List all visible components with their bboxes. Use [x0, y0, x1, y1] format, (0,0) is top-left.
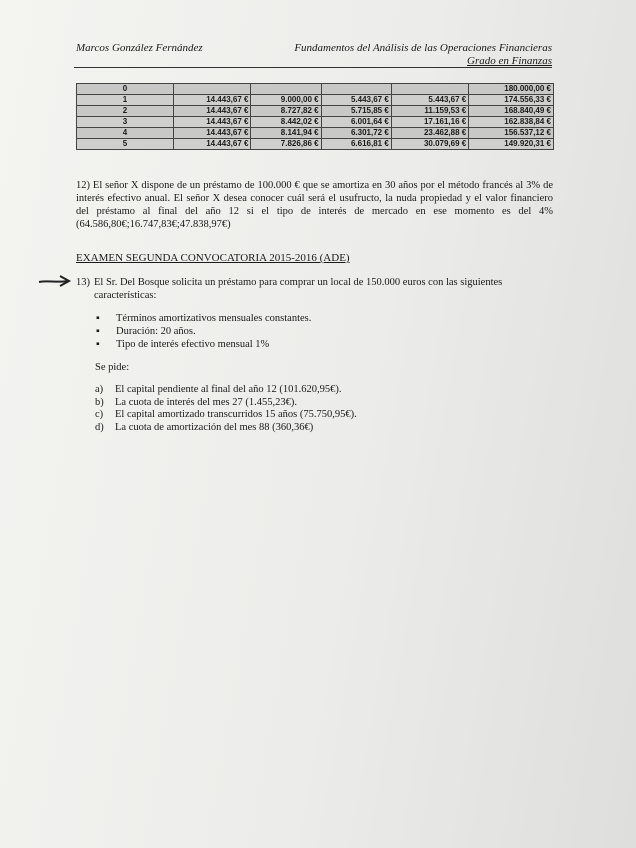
table-cell: 14.443,67 €: [174, 106, 251, 117]
table-cell: 3: [77, 117, 174, 128]
header-author: Marcos González Fernández: [76, 42, 203, 54]
table-cell: 14.443,67 €: [174, 139, 251, 150]
list-item: ▪ Duración: 20 años.: [96, 325, 311, 338]
table-cell: [174, 84, 251, 95]
table-cell: 6.616,81 €: [321, 139, 391, 150]
questions-list: [95, 384, 357, 434]
table-cell: [251, 84, 321, 95]
item-letter: b): [95, 396, 104, 408]
table-row: [77, 117, 554, 128]
list-item: ▪ Términos amortizativos mensuales constantes.: [96, 312, 311, 325]
table-cell: 23.462,88 €: [391, 128, 468, 139]
table-cell: 14.443,67 €: [174, 128, 251, 139]
table-cell: 7.826,86 €: [251, 139, 321, 150]
header-course: [294, 42, 552, 68]
table-cell: 9.000,00 €: [251, 95, 321, 106]
table-row: [77, 106, 554, 117]
amortization-table: [76, 83, 554, 150]
table-cell: 168.840,49 €: [469, 106, 554, 117]
table-cell: 5.443,67 €: [391, 95, 468, 106]
table-cell: 1: [77, 95, 174, 106]
table-cell: 14.443,67 €: [174, 95, 251, 106]
table-cell: 30.079,69 €: [391, 139, 468, 150]
table-cell: 0: [77, 84, 174, 95]
problem-13-text: [76, 276, 553, 302]
se-pide-label: Se pide:: [95, 362, 130, 373]
list-item: [95, 384, 357, 397]
header-course-subtitle: Grado en Finanzas: [467, 55, 552, 67]
item-text: La cuota de interés del mes 27 (1.455,23€).: [115, 396, 297, 408]
table-cell: 5: [77, 139, 174, 150]
item-text: El capital amortizado transcurridos 15 años (75.750,95€).: [115, 409, 357, 420]
problem-13-line1: El Sr. Del Bosque solicita un préstamo para comprar un local de 150.000 euros con las siguientes: [94, 277, 503, 288]
feature-list: [96, 312, 311, 351]
table-cell: 180.000,00 €: [469, 84, 554, 95]
problem-13-line2: características:: [94, 290, 157, 301]
table-cell: 17.161,16 €: [391, 117, 468, 128]
table-cell: 5.715,85 €: [321, 106, 391, 117]
table-row: [77, 139, 554, 150]
table-cell: [391, 84, 468, 95]
table-cell: 14.443,67 €: [174, 117, 251, 128]
problem-13-number: 13): [76, 277, 90, 288]
table-cell: 149.920,31 €: [469, 139, 554, 150]
list-item: [95, 397, 357, 410]
table-cell: 2: [77, 106, 174, 117]
table-cell: 6.001,64 €: [321, 117, 391, 128]
header-course-title: Fundamentos del Análisis de las Operaciones Financieras: [294, 42, 552, 54]
item-text: La cuota de amortización del mes 88 (360,36€): [115, 421, 314, 433]
hand-drawn-arrow-icon: [38, 273, 72, 294]
item-letter: d): [95, 421, 104, 433]
table-cell: 8.442,02 €: [251, 117, 321, 128]
list-item: [95, 409, 357, 422]
table-row: [77, 84, 554, 95]
table-cell: 8.727,82 €: [251, 106, 321, 117]
table-cell: 174.556,33 €: [469, 95, 554, 106]
table-cell: 162.838,84 €: [469, 117, 554, 128]
item-letter: a): [95, 384, 104, 395]
item-text: El capital pendiente al final del año 12 (101.620,95€).: [115, 384, 342, 395]
table-cell: 11.159,53 €: [391, 106, 468, 117]
list-item: ▪ Tipo de interés efectivo mensual 1%: [96, 338, 311, 351]
section-title: EXAMEN SEGUNDA CONVOCATORIA 2015-2016 (ADE): [76, 252, 350, 264]
table-cell: 4: [77, 128, 174, 139]
table-cell: 5.443,67 €: [321, 95, 391, 106]
table-row: [77, 95, 554, 106]
table-cell: 156.537,12 €: [469, 128, 554, 139]
list-item: [95, 422, 357, 435]
table-cell: 6.301,72 €: [321, 128, 391, 139]
item-letter: c): [95, 409, 104, 420]
table-cell: [321, 84, 391, 95]
table-cell: 8.141,94 €: [251, 128, 321, 139]
table-row: [77, 128, 554, 139]
header-divider: [74, 67, 552, 68]
problem-12-text: 12) El señor X dispone de un préstamo de 100.000 € que se amortiza en 30 años por el método francés al 3% de interés efectivo anual. El señor X desea conocer cuál será el usufructo, la nuda propiedad y el valor financiero del préstamo al final del año 12 si el tipo de interés de mercado en ese momento es del 4% (64.586,80€;16.747,83€;47.838,97€): [76, 180, 553, 230]
